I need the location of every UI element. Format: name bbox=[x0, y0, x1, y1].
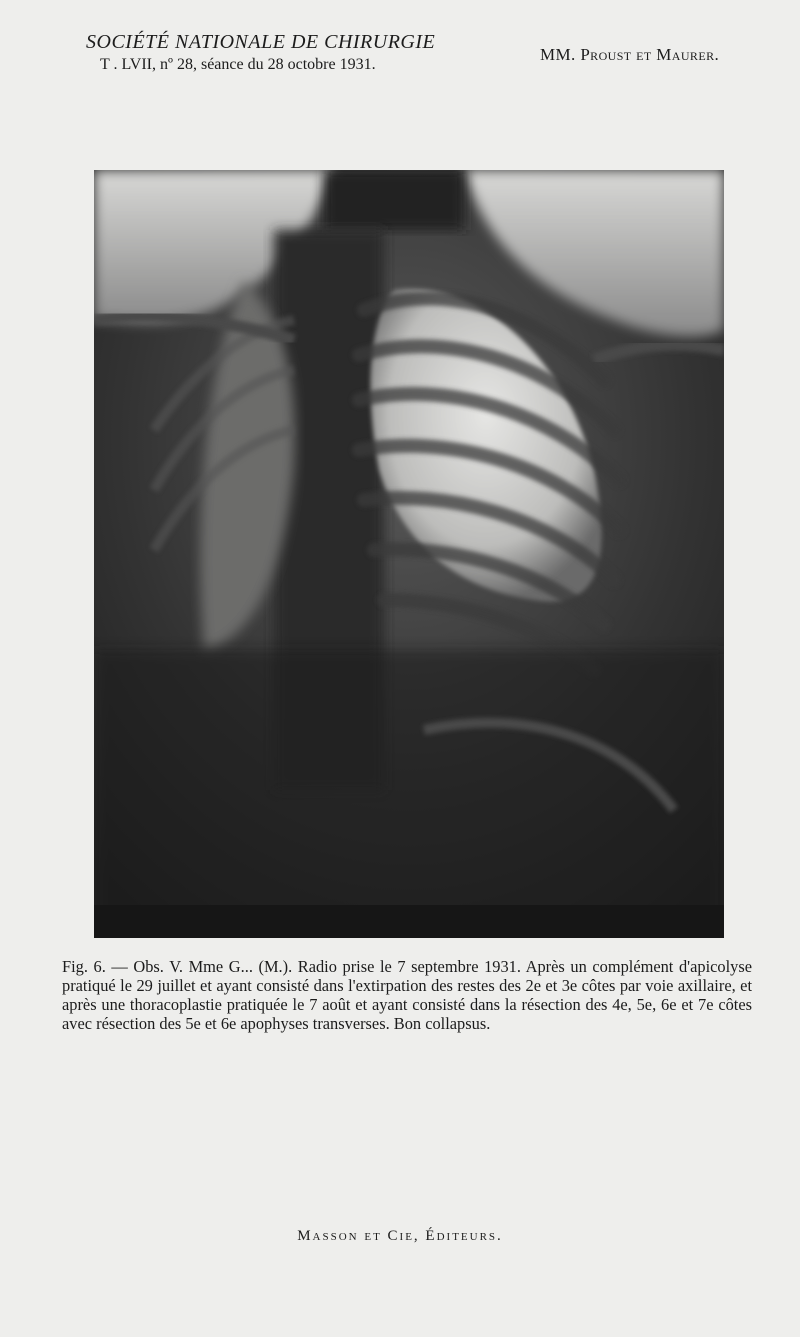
figure-caption bbox=[62, 957, 752, 1033]
publisher-footer: Masson et Cie, Éditeurs. bbox=[297, 1228, 503, 1244]
chest-xray-figure bbox=[94, 170, 724, 938]
caption-text: Fig. 6. — Obs. V. Mme G... (M.). Radio prise le 7 septembre 1931. Après un complément d'apicolyse pratiqué le 29 juillet et ayant consisté dans l'extirpation des restes des 2e et 3e côtes par voie axillaire, et après une thoracoplastie pratiquée le 7 août et ayant consisté dans la résection des 4e, 5e, 6e et 7e côtes avec résection des 5e et 6e apophyses transverses. Bon collapsus. bbox=[62, 957, 752, 1033]
volume-line: T . LVII, nº 28, séance du 28 octobre 1931. bbox=[100, 56, 376, 73]
chest-xray-image bbox=[94, 170, 724, 938]
authors-text: MM. Proust et Maurer. bbox=[540, 45, 720, 64]
authors-header bbox=[540, 45, 719, 65]
society-title: SOCIÉTÉ NATIONALE DE CHIRURGIE bbox=[86, 31, 436, 53]
journal-header bbox=[86, 30, 486, 76]
